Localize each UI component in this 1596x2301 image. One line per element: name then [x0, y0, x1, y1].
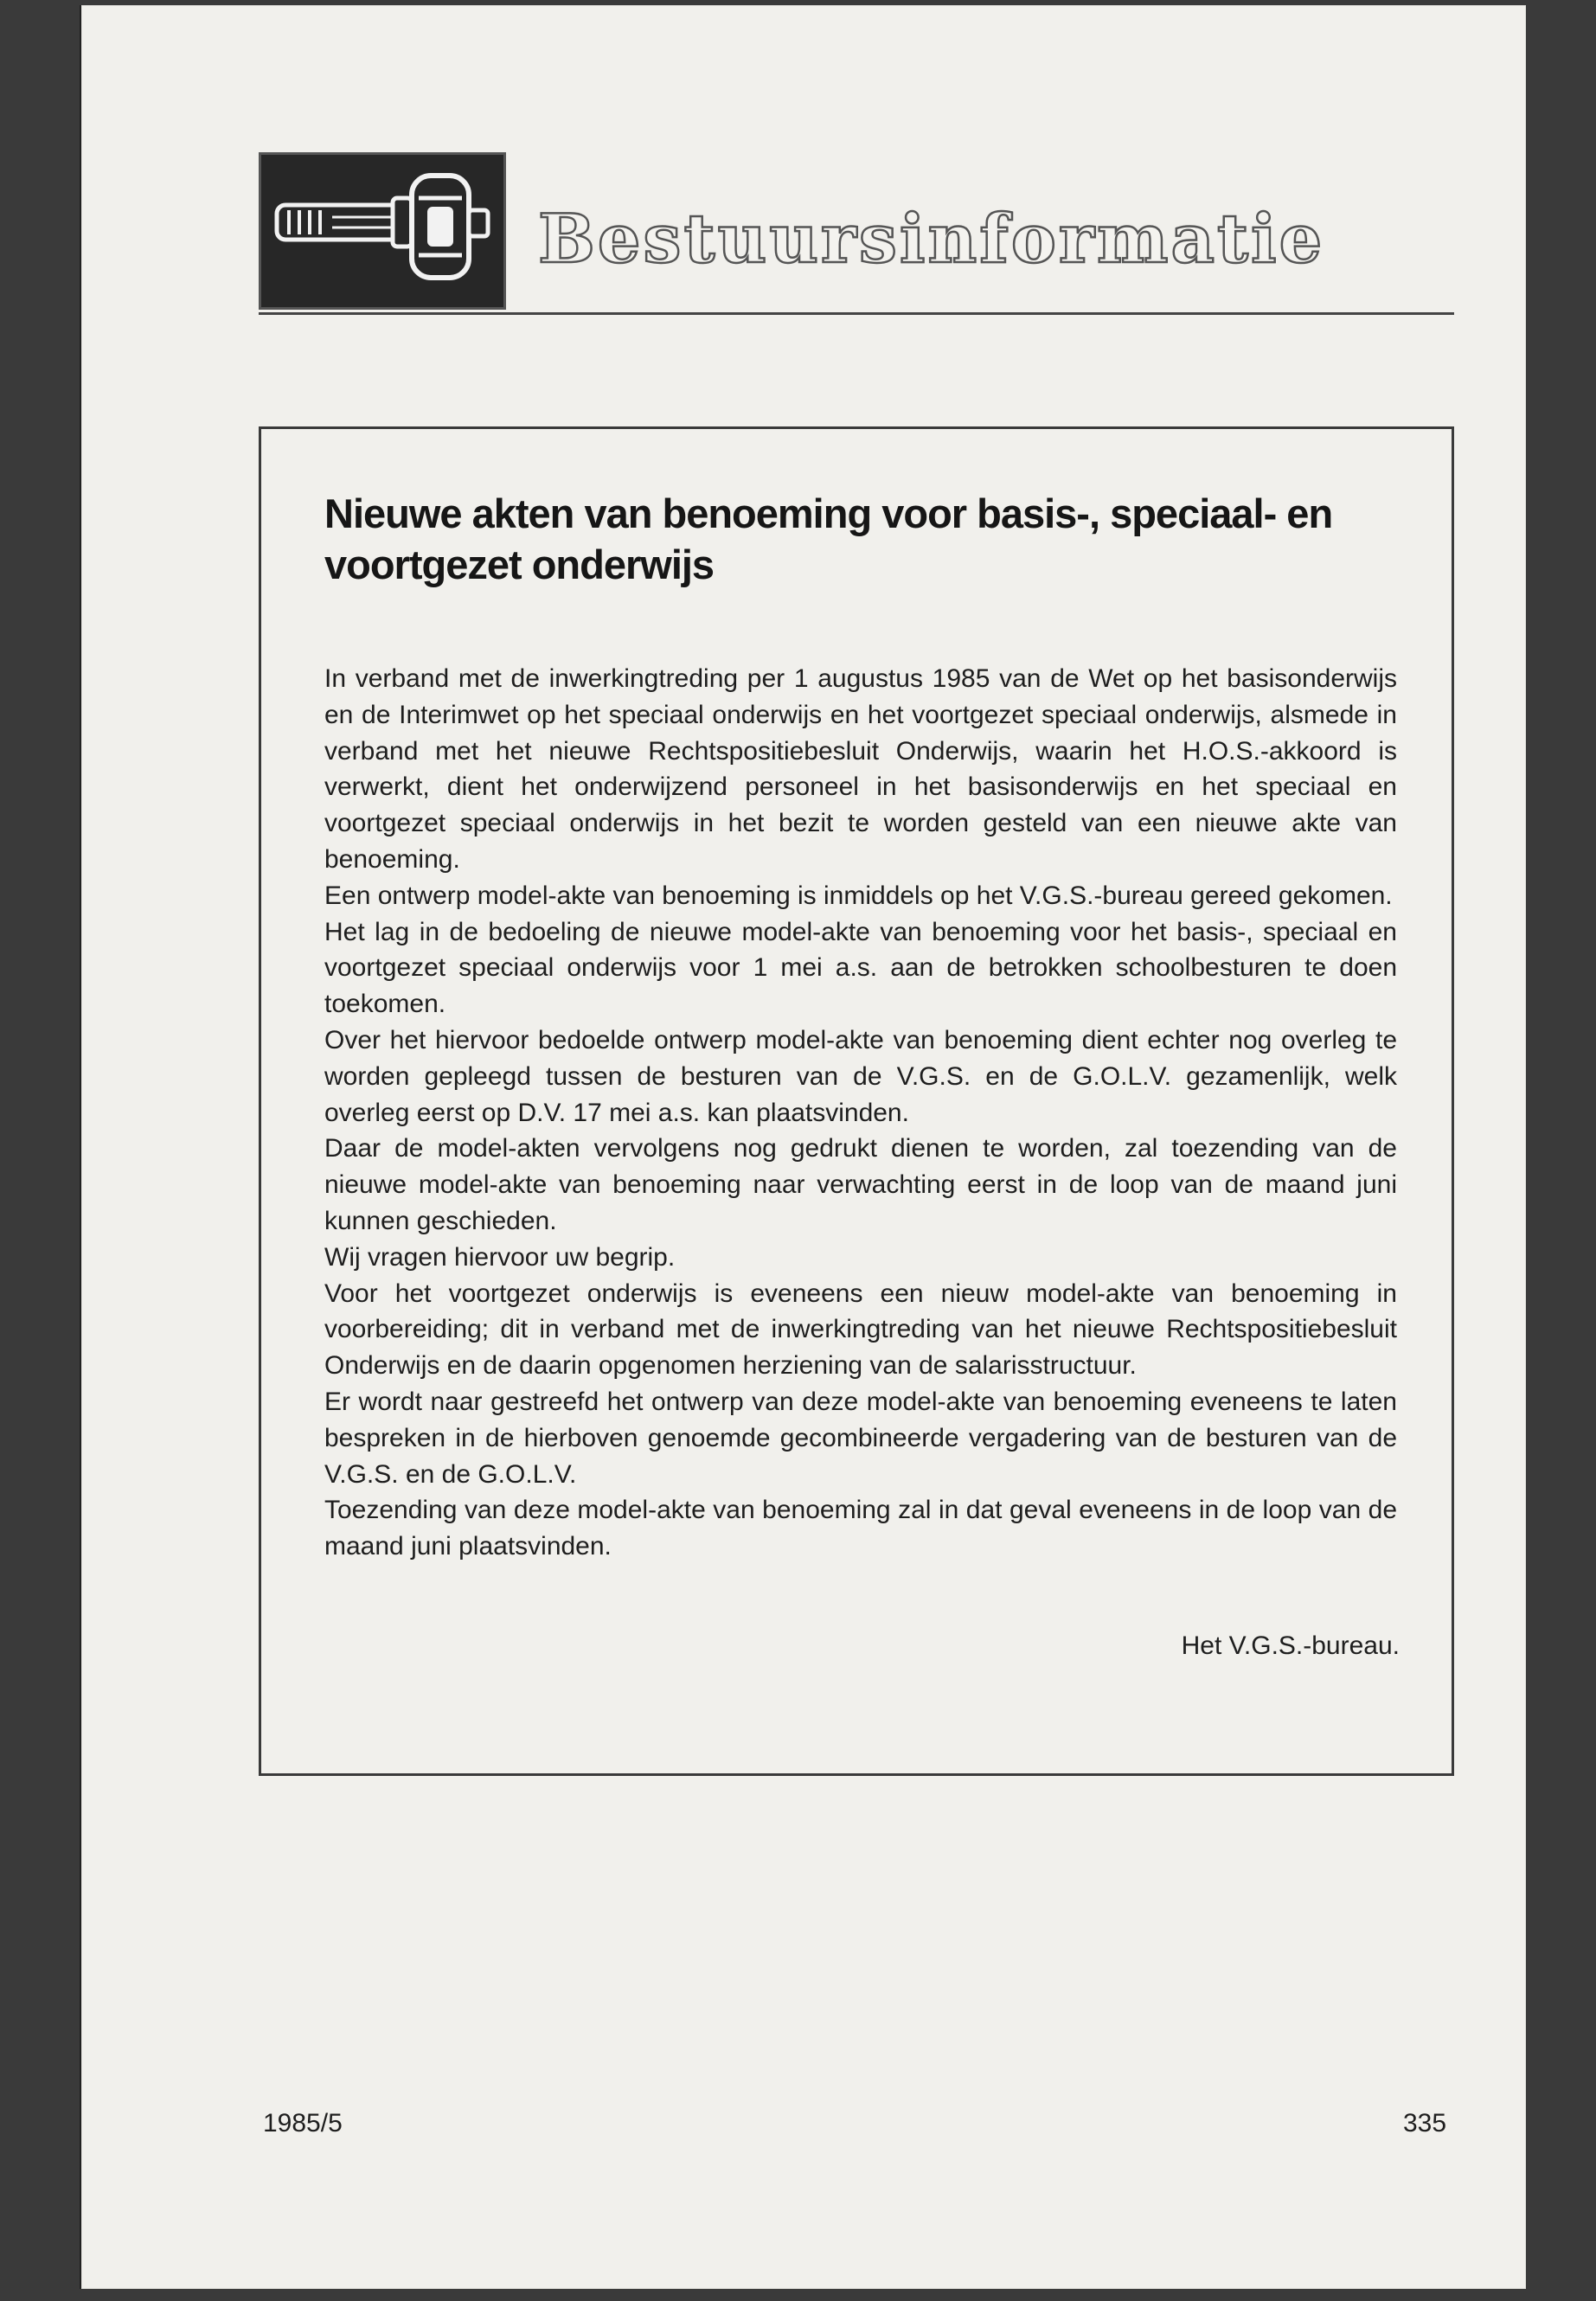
page-number: 335 — [1403, 2109, 1447, 2138]
gavel-icon — [272, 163, 493, 298]
page — [80, 5, 1526, 2289]
section-logo — [259, 152, 506, 310]
article-paragraph: Over het hiervoor bedoelde ontwerp model-akte van benoeming dient echter nog overleg te worden gepleegd tussen de besturen van de V.G.S. en de G.O.L.V. gezamenlijk, welk overleg eerst op D.V. 17 mei a.s. kan plaatsvinden. — [324, 1025, 1397, 1127]
article-box — [259, 426, 1454, 1776]
article-paragraph: Voor het voortgezet onderwijs is eveneens een nieuw model-akte van benoeming in voorbereiding; dit in verband met de inwerkingtreding van het nieuwe Rechtspositiebesluit Onderwijs en de daarin opgenomen herziening van de salarisstructuur. — [324, 1279, 1397, 1381]
article-paragraph: Wij vragen hiervoor uw begrip. — [324, 1242, 676, 1272]
article-signature: Het V.G.S.-bureau. — [1181, 1631, 1400, 1660]
article-body — [324, 661, 1397, 1565]
issue-number: 1985/5 — [263, 2109, 343, 2138]
article-paragraph: Daar de model-akten vervolgens nog gedrukt dienen te worden, zal toezending van de nieuwe model-akte van benoeming naar verwachting eerst in de loop van de maand juni kunnen geschieden. — [324, 1134, 1397, 1235]
article-paragraph: Een ontwerp model-akte van benoeming is inmiddels op het V.G.S.-bureau gereed gekomen. — [324, 881, 1393, 910]
article-paragraph: Toezending van deze model-akte van benoeming zal in dat geval eveneens in de loop van de maand juni plaatsvinden. — [324, 1496, 1397, 1561]
article-headline: Nieuwe akten van benoeming voor basis-, speciaal- en voortgezet onderwijs — [324, 490, 1333, 587]
header-divider — [259, 312, 1454, 315]
section-title: Bestuursinformatie — [538, 200, 1325, 279]
article-paragraph: Er wordt naar gestreefd het ontwerp van deze model-akte van benoeming eveneens te laten bespreken in de hierboven genoemde gecombineerde vergadering van de besturen van de V.G.S. en de G.O.L.V. — [324, 1387, 1397, 1489]
article-paragraph: In verband met de inwerkingtreding per 1 augustus 1985 van de Wet op het basisonderwijs en de Interimwet op het speciaal onderwijs en het voortgezet speciaal onderwijs, alsmede in verband met het nieuwe Rechtspositiebesluit Onderwijs, waarin het H.O.S.-akkoord is verwerkt, dient het onderwijzend personeel in het basisonderwijs en het speciaal en voortgezet speciaal onderwijs in het bezit te worden gesteld van een nieuwe akte van benoeming. — [324, 664, 1397, 874]
article-paragraph: Het lag in de bedoeling de nieuwe model-akte van benoeming voor het basis-, speciaal en voortgezet speciaal onderwijs voor 1 mei a.s. aan de betrokken schoolbesturen te doen toekomen. — [324, 917, 1397, 1019]
